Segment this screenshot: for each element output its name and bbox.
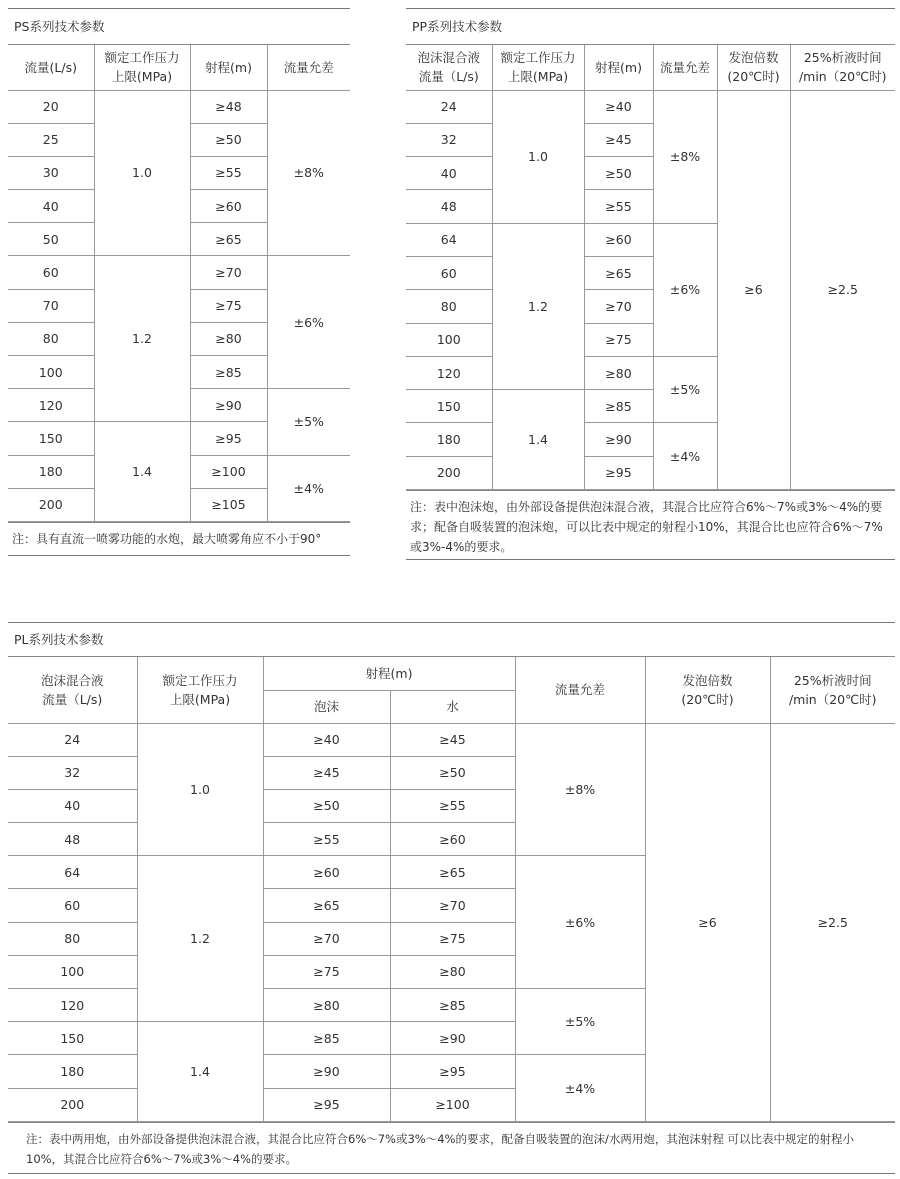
table-cell: ±6% [515, 856, 645, 989]
table-cell: ≥55 [390, 789, 515, 822]
header-row [406, 45, 895, 90]
column-header: 泡沫混合液 流量（L/s) [8, 657, 137, 723]
table-cell: 1.2 [94, 256, 190, 422]
table-cell: 40 [8, 190, 94, 223]
table-cell: 80 [8, 922, 137, 955]
table-cell: ≥100 [190, 455, 267, 488]
table-cell: ≥70 [263, 922, 390, 955]
table-cell: ≥45 [263, 756, 390, 789]
table-cell: ≥60 [190, 190, 267, 223]
table-cell: ≥45 [584, 123, 653, 156]
pp-note: 注：表中泡沫炮，由外部设备提供泡沫混合液，其混合比应符合6%～7%或3%～4%的要求；配备自吸装置的泡沫炮，可以比表中规定的射程小10%，其混合比也应符合6%～7%或3%-4%的要求。 [406, 490, 895, 560]
table-cell: ±5% [515, 989, 645, 1055]
table-cell: 100 [406, 323, 492, 356]
table-cell: ≥55 [190, 156, 267, 189]
column-header: 射程(m) [584, 45, 653, 90]
table-cell: ≥95 [263, 1088, 390, 1121]
table-row [8, 723, 895, 756]
table-cell: 80 [8, 322, 94, 355]
table-cell: ≥40 [263, 723, 390, 756]
table-cell: ≥40 [584, 90, 653, 123]
table-cell: 24 [8, 723, 137, 756]
column-header: 射程(m) [190, 45, 267, 90]
pl-section [8, 622, 895, 1174]
table-cell: ≥60 [390, 823, 515, 856]
column-header: 25%析液时间 /min（20℃时) [770, 657, 895, 723]
table-cell: 64 [406, 223, 492, 256]
table-cell: ≥90 [390, 1022, 515, 1055]
table-cell: 180 [8, 455, 94, 488]
header-row [8, 45, 350, 90]
table-cell: 1.0 [94, 90, 190, 256]
table-cell: 25 [8, 123, 94, 156]
table-cell: ≥105 [190, 488, 267, 521]
column-header: 泡沫 [263, 690, 390, 723]
table-cell: 32 [406, 123, 492, 156]
table-cell: ≥90 [190, 389, 267, 422]
table-cell: ≥85 [263, 1022, 390, 1055]
table-cell: 30 [8, 156, 94, 189]
table-cell: ≥90 [263, 1055, 390, 1088]
table-cell: ±6% [653, 223, 717, 356]
header-row [8, 657, 895, 690]
table-cell: ≥80 [263, 989, 390, 1022]
table-cell: ≥60 [263, 856, 390, 889]
pl-table [8, 657, 895, 1122]
table-cell: 120 [406, 356, 492, 389]
table-cell: 1.4 [137, 1022, 263, 1122]
table-cell: 150 [406, 390, 492, 423]
table-cell: 1.4 [492, 390, 584, 490]
table-cell: 1.0 [137, 723, 263, 856]
pl-title: PL系列技术参数 [8, 623, 895, 657]
table-cell: 80 [406, 290, 492, 323]
table-cell: ≥65 [190, 223, 267, 256]
table-cell: ≥85 [190, 356, 267, 389]
table-cell: ≥65 [263, 889, 390, 922]
table-cell: ±5% [267, 389, 350, 455]
column-header: 水 [390, 690, 515, 723]
table-cell: 180 [406, 423, 492, 456]
table-row [406, 90, 895, 123]
pp-section [406, 8, 895, 560]
table-row [8, 256, 350, 289]
table-cell: 120 [8, 989, 137, 1022]
column-header: 流量(L/s) [8, 45, 94, 90]
table-cell: 150 [8, 422, 94, 455]
table-cell: ±6% [267, 256, 350, 389]
table-cell: 20 [8, 90, 94, 123]
table-cell: ≥70 [390, 889, 515, 922]
table-cell: 70 [8, 289, 94, 322]
table-row [8, 90, 350, 123]
table-cell: ≥75 [584, 323, 653, 356]
pp-title: PP系列技术参数 [406, 9, 895, 45]
table-cell: 180 [8, 1055, 137, 1088]
table-cell: 40 [406, 157, 492, 190]
table-cell: ≥75 [263, 955, 390, 988]
table-cell: ≥95 [390, 1055, 515, 1088]
column-header: 额定工作压力 上限(MPa) [492, 45, 584, 90]
table-cell: 60 [406, 256, 492, 289]
table-cell: 1.2 [137, 856, 263, 1022]
table-cell: ≥6 [645, 723, 770, 1121]
ps-table [8, 45, 350, 522]
table-cell: 150 [8, 1022, 137, 1055]
column-header: 泡沫混合液 流量（L/s) [406, 45, 492, 90]
table-cell: ≥95 [190, 422, 267, 455]
table-cell: ±5% [653, 356, 717, 423]
table-cell: ≥50 [390, 756, 515, 789]
table-cell: ≥80 [190, 322, 267, 355]
table-cell: ≥80 [390, 955, 515, 988]
table-cell: ≥50 [190, 123, 267, 156]
table-cell: ≥60 [584, 223, 653, 256]
column-header: 额定工作压力 上限(MPa) [137, 657, 263, 723]
column-header: 25%析液时间 /min（20℃时) [790, 45, 895, 90]
table-cell: 100 [8, 356, 94, 389]
column-header: 射程(m) [263, 657, 515, 690]
table-cell: ≥80 [584, 356, 653, 389]
column-header: 流量允差 [515, 657, 645, 723]
table-cell: 120 [8, 389, 94, 422]
table-cell: ≥85 [390, 989, 515, 1022]
table-cell: 48 [8, 823, 137, 856]
table-cell: 200 [8, 1088, 137, 1121]
table-cell: ≥2.5 [790, 90, 895, 490]
column-header: 发泡倍数 (20℃时) [645, 657, 770, 723]
table-cell: ≥85 [584, 390, 653, 423]
table-cell: 64 [8, 856, 137, 889]
table-cell: ≥2.5 [770, 723, 895, 1121]
table-cell: ±8% [267, 90, 350, 256]
table-cell: 32 [8, 756, 137, 789]
table-cell: 50 [8, 223, 94, 256]
table-cell: 60 [8, 256, 94, 289]
pl-note: 注：表中两用炮，由外部设备提供泡沫混合液，其混合比应符合6%～7%或3%～4%的要求，配备自吸装置的泡沫/水两用炮，其泡沫射程 可以比表中规定的射程小10%，其混合比应符合6%～7%或3%～4%的要求。 [8, 1122, 895, 1174]
ps-title: PS系列技术参数 [8, 9, 350, 45]
table-cell: ≥100 [390, 1088, 515, 1121]
table-cell: 24 [406, 90, 492, 123]
table-cell: ≥95 [584, 456, 653, 489]
pp-table [406, 45, 895, 490]
table-cell: ≥6 [717, 90, 790, 490]
table-cell: ±8% [515, 723, 645, 856]
table-cell: 60 [8, 889, 137, 922]
table-cell: ±4% [515, 1055, 645, 1121]
table-cell: ≥65 [584, 256, 653, 289]
table-cell: ±4% [653, 423, 717, 490]
table-cell: ≥75 [390, 922, 515, 955]
table-cell: ≥50 [263, 789, 390, 822]
column-header: 额定工作压力 上限(MPa) [94, 45, 190, 90]
table-cell: 1.4 [94, 422, 190, 522]
column-header: 流量允差 [267, 45, 350, 90]
table-cell: 200 [406, 456, 492, 489]
table-cell: ≥48 [190, 90, 267, 123]
table-cell: ≥55 [263, 823, 390, 856]
table-cell: ±8% [653, 90, 717, 223]
ps-section [8, 8, 350, 556]
ps-note: 注：具有直流一喷雾功能的水炮，最大喷雾角应不小于90° [8, 522, 350, 556]
table-cell: ≥45 [390, 723, 515, 756]
table-cell: ≥75 [190, 289, 267, 322]
column-header: 流量允差 [653, 45, 717, 90]
table-cell: ≥65 [390, 856, 515, 889]
table-cell: ≥90 [584, 423, 653, 456]
table-cell: ≥55 [584, 190, 653, 223]
table-cell: 40 [8, 789, 137, 822]
table-cell: 100 [8, 955, 137, 988]
table-cell: ≥70 [584, 290, 653, 323]
table-cell: 1.0 [492, 90, 584, 223]
table-cell: ≥70 [190, 256, 267, 289]
table-cell: ±4% [267, 455, 350, 521]
table-cell: 1.2 [492, 223, 584, 389]
column-header: 发泡倍数 (20℃时) [717, 45, 790, 90]
table-cell: ≥50 [584, 157, 653, 190]
table-cell: 48 [406, 190, 492, 223]
table-cell: 200 [8, 488, 94, 521]
